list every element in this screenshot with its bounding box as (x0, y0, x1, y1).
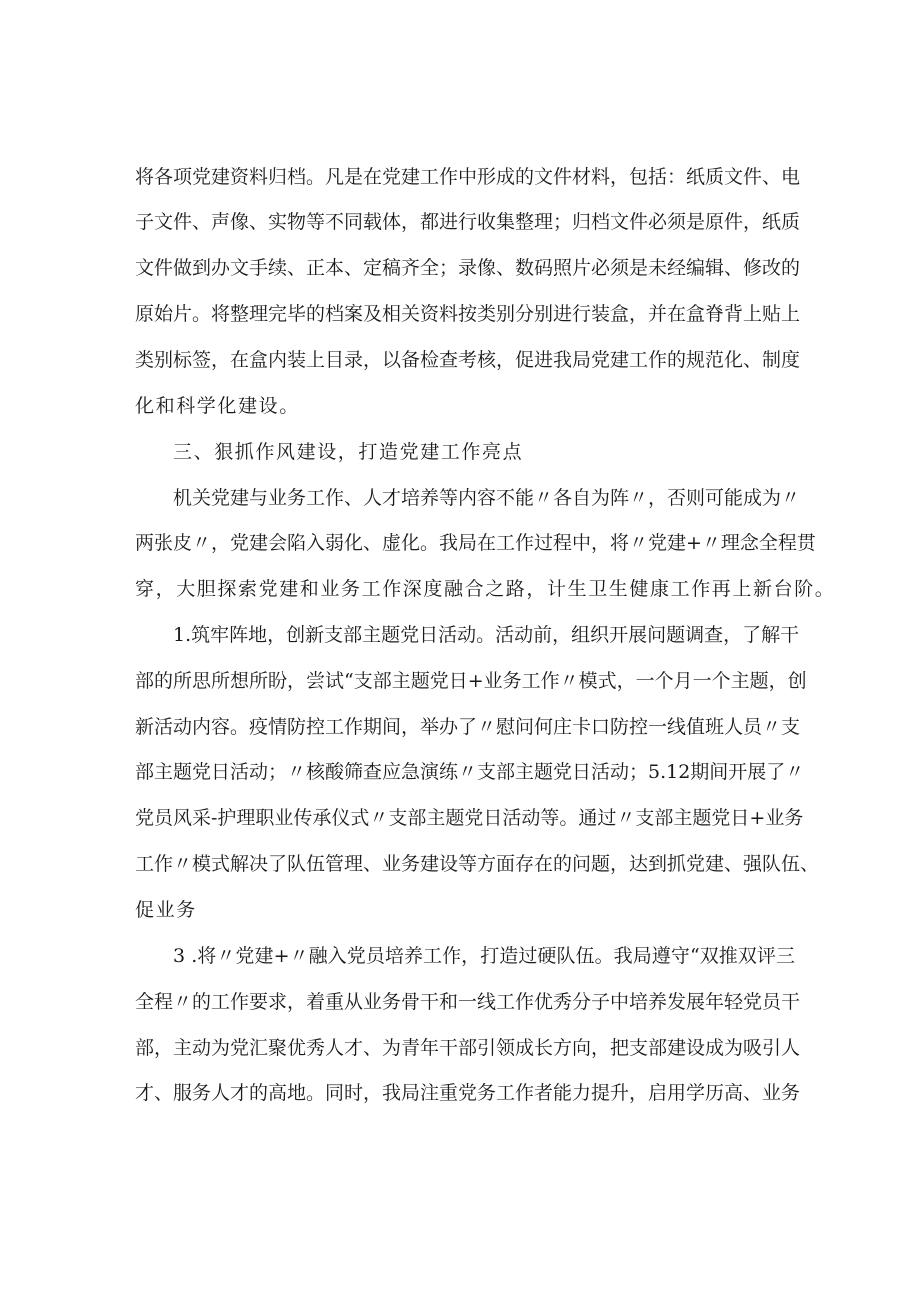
paragraph-line: 工作〃模式解决了队伍管理、业务建设等方面存在的问题，达到抓党建、强队伍、 (135, 853, 820, 875)
paragraph-line: 新活动内容。疫情防控工作期间，举办了〃慰问何庄卡口防控一线值班人员〃支 (135, 716, 801, 738)
paragraph-line: 部主题党日活动；〃核酸筛查应急演练〃支部主题党日活动；5.12期间开展了〃 (135, 761, 805, 783)
paragraph-line: 机关党建与业务工作、人才培养等内容不能〃各自为阵〃，否则可能成为〃 (173, 487, 801, 509)
paragraph-line: 类别标签，在盒内装上目录，以备检查考核，促进我局党建工作的规范化、制度 (135, 349, 801, 371)
paragraph-line: 1.筑牢阵地，创新支部主题党日活动。活动前，组织开展问题调查，了解干 (173, 624, 800, 646)
paragraph-line: 将各项党建资料归档。凡是在党建工作中形成的文件材料，包括：纸质文件、电 (135, 166, 801, 188)
paragraph-line: 3 .将〃党建+〃融入党员培养工作，打造过硬队伍。我局遵守“双推双评三 (173, 945, 795, 967)
paragraph-line: 两张皮〃，党建会陷入弱化、虚化。我局在工作过程中，将〃党建+〃理念全程贯 (135, 532, 816, 554)
paragraph-line: 才、服务人才的高地。同时，我局注重党务工作者能力提升，启用学历高、业务 (135, 1082, 801, 1104)
paragraph-line: 党员风采-护理职业传承仪式〃支部主题党日活动等。通过〃支部主题党日+业务 (135, 807, 804, 829)
paragraph-line: 化和科学化建设。 (135, 395, 300, 417)
paragraph-line: 部的所思所想所盼，尝试“支部主题党日+业务工作〃模式，一个月一个主题，创 (135, 670, 807, 692)
section-heading: 三、狠抓作风建设，打造党建工作亮点 (173, 441, 524, 463)
paragraph-line: 文件做到办文手续、正本、定稿齐全；录像、数码照片必须是未经编辑、修改的 (135, 257, 801, 279)
paragraph-line: 部，主动为党汇聚优秀人才、为青年干部引领成长方向，把支部建设成为吸引人 (135, 1037, 801, 1059)
paragraph-line: 全程〃的工作要求，着重从业务骨干和一线工作优秀分子中培养发展年轻党员干 (135, 991, 801, 1013)
paragraph-line: 穿，大胆探索党建和业务工作深度融合之路，计生卫生健康工作再上新台阶。 (135, 578, 836, 600)
paragraph-line: 原始片。将整理完毕的档案及相关资料按类别分别进行装盒，并在盒脊背上贴上 (135, 303, 801, 325)
paragraph-line: 促业务 (135, 899, 197, 921)
paragraph-line: 子文件、声像、实物等不同载体，都进行收集整理；归档文件必须是原件，纸质 (135, 211, 801, 233)
